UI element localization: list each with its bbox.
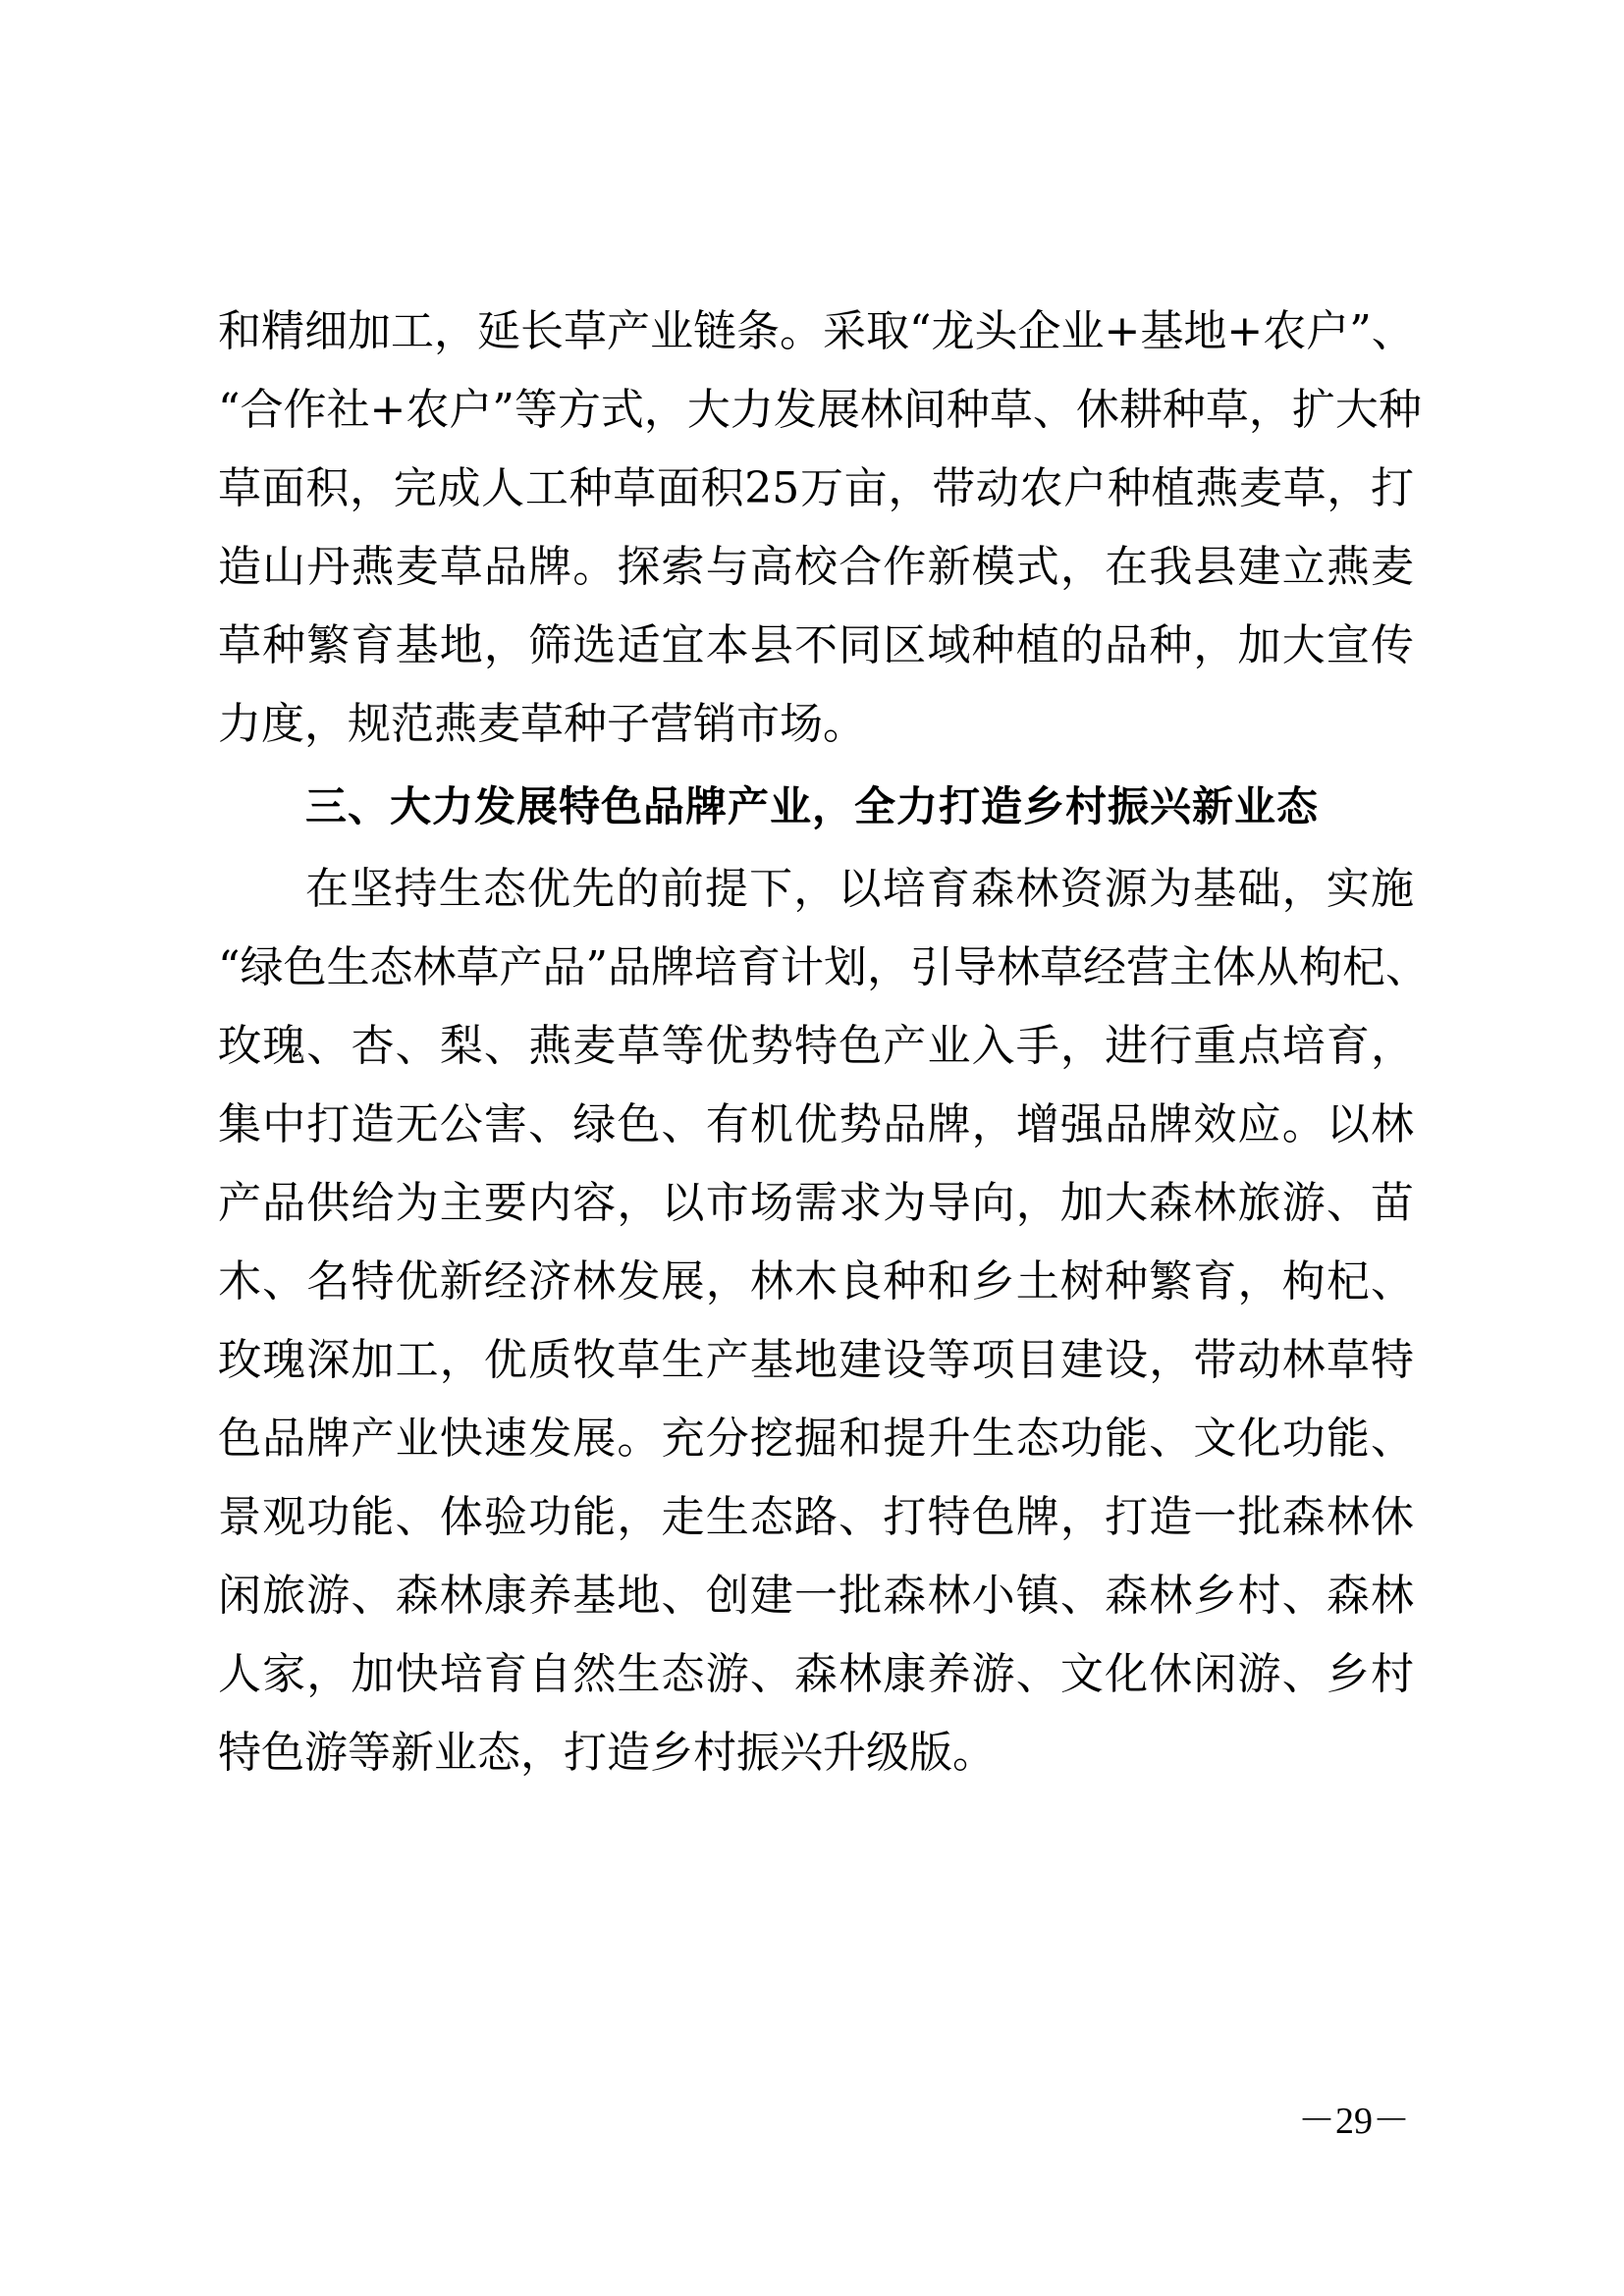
paragraph-line: 力度，规范燕麦草种子营销市场。 [218,699,866,749]
paragraph-line: 色品牌产业快速发展。充分挖掘和提升生态功能、文化功能、 [218,1414,1414,1464]
paragraph-line: “绿色生态林草产品”品牌培育计划，引导林草经营主体从枸杞、 [218,942,1429,992]
paragraph-line: 木、名特优新经济林发展，林木良种和乡土树种繁育，枸杞、 [218,1256,1414,1307]
paragraph-line: 特色游等新业态，打造乡村振兴升级版。 [218,1728,996,1778]
paragraph-line: 草面积，完成人工种草面积25万亩，带动农户种植燕麦草，打 [218,463,1414,513]
paragraph-line: 草种繁育基地，筛选适宜本县不同区域种植的品种，加大宣传 [218,620,1414,670]
paragraph-line: 玫瑰深加工，优质牧草生产基地建设等项目建设，带动林草特 [218,1335,1414,1385]
paragraph-line: 在坚持生态优先的前提下，以培育森林资源为基础，实施 [305,864,1414,914]
page-number: －29－ [1297,2101,1410,2142]
paragraph-line: 集中打造无公害、绿色、有机优势品牌，增强品牌效应。以林 [218,1099,1414,1149]
paragraph-line: “合作社+农户”等方式，大力发展林间种草、休耕种草，扩大种 [218,385,1422,435]
paragraph-line: 造山丹燕麦草品牌。探索与高校合作新模式，在我县建立燕麦 [218,542,1414,592]
paragraph-line: 玫瑰、杏、梨、燕麦草等优势特色产业入手，进行重点培育， [218,1021,1414,1071]
paragraph-line: 景观功能、体验功能，走生态路、打特色牌，打造一批森林休 [218,1492,1414,1542]
paragraph-line: 人家，加快培育自然生态游、森林康养游、文化休闲游、乡村 [218,1649,1414,1699]
section-heading: 三、大力发展特色品牌产业，全力打造乡村振兴新业态 [305,782,1320,830]
paragraph-line: 闲旅游、森林康养基地、创建一批森林小镇、森林乡村、森林 [218,1571,1414,1621]
paragraph-line: 产品供给为主要内容，以市场需求为导向，加大森林旅游、苗 [218,1178,1414,1228]
paragraph-line: 和精细加工，延长草产业链条。采取“龙头企业+基地+农户”、 [218,306,1415,356]
